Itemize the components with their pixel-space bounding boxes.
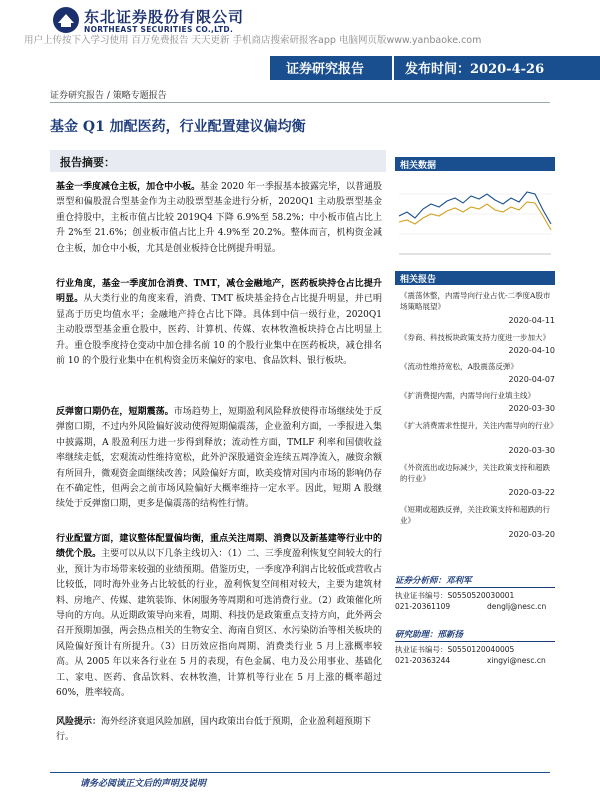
related-reports-label: 相关报告 — [400, 275, 437, 285]
breadcrumb-divider — [50, 102, 550, 103]
breadcrumb: 证券研究报告 / 策略专题报告 — [50, 91, 167, 101]
related-report-date: 2020-04-10 — [508, 346, 555, 355]
title-bar-divider — [392, 56, 394, 80]
summary-paragraph-lead: 行业配置方面，建议整体配置偏均衡，重点关注周期、消费以及新基建等行业中的绩优个股。 — [56, 534, 382, 560]
related-report-title[interactable]: 《券商、科技板块政策支持力度进一步加大》 — [400, 333, 550, 342]
summary-paragraph-2 — [56, 277, 382, 369]
summary-paragraph-lead: 行业角度，基金一季度加仓消费、TMT，减仓金融地产，医药板块持仓占比提升明显。 — [56, 279, 382, 305]
summary-paragraph-body: 从大类行业的角度来看，消费、TMT 板块基金持仓占比提升明显，并已明显高于历史均值水平；金融地产持仓占比下降。具体到中信一级行业，2020Q1 主动股票型基金重仓股中，医药、计算机、传媒、农林牧渔板块持仓占比明显上升。重仓股季度持仓变动中加仓排名前 10 的个股行业集中在医药板块，减仓排名前 10 的个股行业集中在机构资金历来偏好的家电、食品饮料、银行板块。 — [56, 294, 382, 367]
company-name-en: NORTHEAST SECURITIES CO.,LTD. — [84, 25, 234, 34]
related-report-title[interactable]: 《外资流出或边际减少，关注政策支持和超跌的行业》 — [400, 463, 550, 483]
risk-warning-body: 海外经济衰退风险加剧，国内政策出台低于预期，企业盈利超预期下行。 — [56, 717, 372, 743]
analyst-phone: 021-20361109 — [395, 602, 451, 611]
analyst-label: 证券分析师：邓利军 — [395, 576, 472, 586]
summary-paragraph-body: 主要可以从以下几条主线切入：（1）二、三季度盈利恢复空间较大的行业，预计为市场带来较强的业绩预期。借鉴历史，一季度净利润占比较低或营收占比较低，同时海外业务占比较低的行业，盈利恢复空间相对较大，主要为建筑材料、房地产、传媒、建筑装饰、休闲服务等周期和可选消费行业。（2）政策催化所导向的方向。从近期政策导向来看，周期、科技仍是政策重点支持方向，此外两会召开预期加强，两会热点相关的生物安全、海南自贸区、水污染防治等相关板块的风险偏好预计有所提升。（3）日历效应指向周期、消费类行业 5 月上涨概率较高。从 2005 年以来各行业在 5 月的表现，有色金属、电力及公用事业、基础化工、家电、医药、食品饮料、农林牧渔，计算机等行业在 5 月上涨的概率超过 60%，胜率较高。 — [56, 549, 382, 699]
related-report-date: 2020-04-07 — [508, 375, 555, 384]
company-logo-icon — [52, 6, 80, 34]
related-report-title[interactable]: 《短期或超跌反弹，关注政策支持和超跌的行业》 — [400, 505, 550, 525]
analyst-phone: 021-20363244 — [395, 656, 451, 665]
related-report-date: 2020-03-22 — [508, 488, 555, 497]
analyst-cert: 执业证书编号：S0550520030001 — [395, 591, 515, 600]
footer-divider — [50, 772, 550, 773]
analyst-email[interactable]: denglj@nesc.cn — [487, 602, 547, 611]
related-report-title[interactable]: 《扩大消费需求性提升，关注内需导向的行业》 — [400, 421, 558, 430]
related-data-chart — [395, 174, 555, 260]
company-name-cn: 东北证券股份有限公司 — [84, 8, 245, 26]
related-report-date: 2020-03-30 — [508, 446, 555, 455]
summary-paragraph-1 — [56, 180, 382, 257]
report-type-label: 证券研究报告 — [286, 62, 365, 77]
related-report-title[interactable]: 《扩消费提内需，内需导向行业填主线》 — [400, 391, 535, 400]
related-report-date: 2020-03-20 — [508, 530, 555, 539]
related-report-title[interactable]: 《流动性维持宽松，A股震荡反弹》 — [400, 362, 518, 371]
analyst-divider — [395, 641, 555, 642]
summary-paragraph-body: 基金 2020 年一季报基本披露完毕，以普通股票型和偏股混合型基金作为主动股票型基金进行分析，2020Q1 主动股票型基金重仓持股中，主板市值占比较 2019Q4 下降 6.9%至 58.2%；中小板市值占比上升 2%至 21.6%；创业板市值占比上升 4.9%至 20.2%。整体而言，机构资金减仓主板，加仓中小板，尤其是创业板持仓比例提升明显。 — [56, 182, 382, 254]
related-report-title[interactable]: 《震荡休整，内需导向行业占优-二季度A股市场策略展望》 — [400, 291, 551, 311]
risk-warning — [56, 715, 382, 746]
summary-paragraph-lead: 基金一季度减仓主板，加仓中小板。 — [56, 182, 201, 192]
analyst-divider — [395, 587, 555, 588]
related-report-date: 2020-04-11 — [508, 316, 555, 325]
page-title: 基金 Q1 加配医药，行业配置建议偏均衡 — [50, 119, 306, 135]
summary-paragraph-lead: 反弹窗口期仍在，短期震荡。 — [56, 407, 174, 417]
related-report-date: 2020-03-30 — [508, 404, 555, 413]
summary-paragraph-4 — [56, 532, 382, 701]
analyst-label: 研究助理：邢新扬 — [395, 630, 464, 640]
analyst-cert: 执业证书编号：S0550120040005 — [395, 645, 515, 654]
watermark-text: 用户上传按下入学习使用 百万免费报告 天天更新 手机商店搜索研报客app 电脑网页版www.yanbaoke.com — [24, 35, 482, 46]
chart-background — [395, 174, 555, 260]
footer-disclaimer: 请务必阅读正文后的声明及说明 — [80, 779, 207, 789]
risk-warning-lead: 风险提示： — [56, 717, 102, 727]
summary-label: 报告摘要： — [60, 156, 115, 169]
related-data-label: 相关数据 — [400, 161, 437, 171]
publish-time-label: 发布时间：2020-4-26 — [405, 62, 545, 77]
summary-paragraph-body: 市场趋势上，短期盈利风险释放使得市场继续处于反弹窗口期，不过内外风险偏好波动使得短期偏震荡，企业盈利方面，一季报进入集中披露期，A 股盈利压力进一步得到释放；流动性方面，TMLF 利率和国债收益率继续走低，宏观流动性维持宽松，此外沪深股通资金连续五周净流入，融资余额有所回升，微观资金面继续改善；风险偏好方面，欧美疫情对国内市场的影响仍存在不确定性，但两会之前市场风险偏好大概率维持一定水平。因此，短期 A 股继续处于反弹窗口期，更多是偏震荡的结构性行情。 — [56, 407, 382, 510]
analyst-email[interactable]: xingyi@nesc.cn — [487, 656, 546, 665]
summary-paragraph-3 — [56, 405, 382, 513]
